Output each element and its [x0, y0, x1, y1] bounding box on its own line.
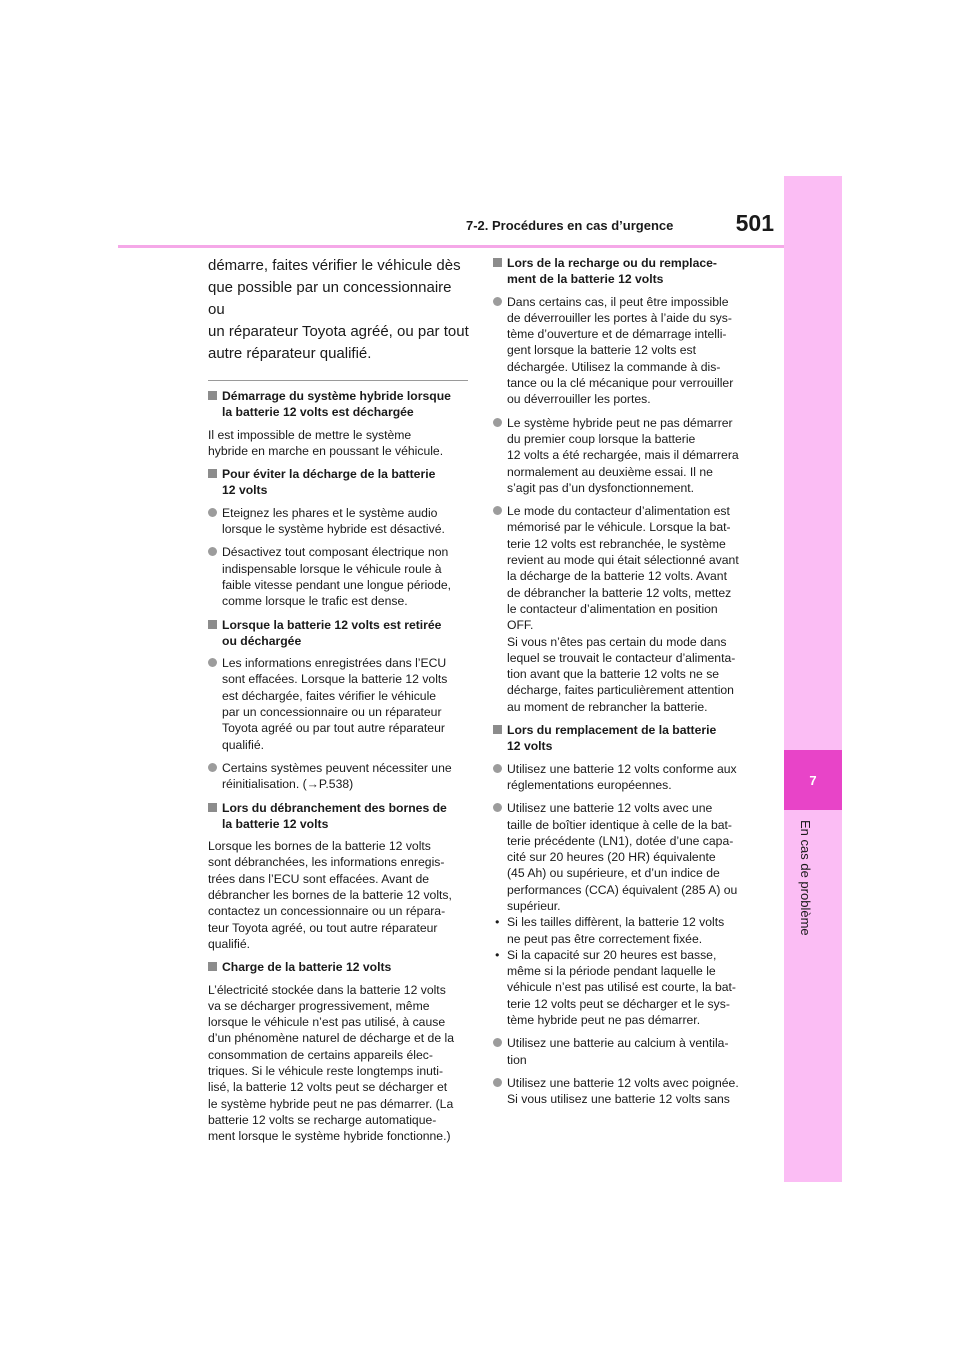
- right-column: [493, 255, 753, 1115]
- page-reference-link[interactable]: réinitialisation. (→P.538): [222, 777, 354, 792]
- paragraph: Lorsque les bornes de la batterie 12 volts sont débranchées, les informations enregis- trées dans l’ECU sont effacées. Avant de débrancher les bornes de la batterie 12 volts, contactez un concessionnaire ou un répara- teur Toyota agréé, ou tout autre réparateur qualifié.: [208, 839, 452, 951]
- bullet-item: Utilisez une batterie 12 volts conforme aux réglementations européennes.: [493, 761, 753, 794]
- section-heading: Lors du remplacement de la batterie 12 volts: [493, 722, 753, 755]
- bullet-item: Dans certains cas, il peut être impossible de déverrouiller les portes à l’aide du sys- tème d’ouverture et de démarrage intelli- gent lorsque la batterie 12 volts est déchargée. Utilisez la commande à dis- tance ou la clé mécanique pour verrouiller ou déverrouiller les portes.: [493, 294, 753, 408]
- bullet-item: Utilisez une batterie 12 volts avec une taille de boîtier identique à celle de la bat- terie précédente (LN1), dotée d’une capa- cité sur 20 heures (20 HR) équivalente (45 Ah) ou supérieure, et d’un indice de performances (CCA) équivalent (285 A) ou supérieur.: [493, 800, 753, 914]
- header-rule: [118, 245, 784, 248]
- bullet-item: Le mode du contacteur d’alimentation est mémorisé par le véhicule. Lorsque la bat- terie 12 volts est rebranchée, le système revient au mode qui était sélectionné avant la décharge de la batterie 12 volts. Avant de débrancher la batterie 12 volts, mettez le contacteur d’alimentation en position OFF. Si vous n’êtes pas certain du mode dans lequel se trouvait le contacteur d’alimenta- tion avant que la batterie 12 volts ne se décharge, faites particulièrement attention au moment de rebrancher la batterie.: [493, 503, 753, 715]
- paragraph: Il est impossible de mettre le système hybride en marche en poussant le véhicule.: [208, 427, 444, 458]
- bullet-dot-icon: [208, 658, 217, 667]
- section-divider: [208, 380, 468, 381]
- bullet-dot-icon: [208, 508, 217, 517]
- sub-bullet-icon: •: [495, 915, 500, 930]
- bullet-item: Désactivez tout composant électrique non indispensable lorsque le véhicule roule à faible vitesse pendant une longue période, comme lorsque le trafic est dense.: [208, 544, 468, 609]
- bullet-dot-icon: [493, 1038, 502, 1047]
- bullet-dot-icon: [493, 803, 502, 812]
- section-heading: Charge de la batterie 12 volts: [208, 959, 468, 975]
- bullet-dot-icon: [493, 506, 502, 515]
- chapter-side-tab: [784, 176, 842, 1182]
- chapter-number: 7: [784, 750, 842, 810]
- sub-list-item: • Si la capacité sur 20 heures est basse, même si la période pendant laquelle le véhicule n’est pas utilisé est courte, la bat- terie 12 volts peut se décharger et le sys- tème hybride peut ne pas démarrer.: [495, 947, 736, 1028]
- paragraph: L’électricité stockée dans la batterie 12 volts va se décharger progressivement, même lorsque le véhicule n’est pas utilisé, à cause d’un phénomène naturel de décharge et de la consommation de certains appareils élec- triques. Si le véhicule reste longtemps inuti- lisé, la batterie 12 volts peut se décharger et le système hybride peut ne pas démarrer. (La batterie 12 volts se recharge automatique- ment lorsque le système hybride fonctionne.): [208, 982, 454, 1144]
- bullet-item: Certains systèmes peuvent nécessiter une réinitialisation. (→P.538): [208, 760, 468, 793]
- bullet-dot-icon: [493, 764, 502, 773]
- bullet-dot-icon: [493, 297, 502, 306]
- bullet-item: Eteignez les phares et le système audio lorsque le système hybride est désactivé.: [208, 505, 468, 538]
- bullet-dot-icon: [493, 1078, 502, 1087]
- bullet-item: Utilisez une batterie au calcium à ventila- tion: [493, 1035, 753, 1068]
- section-title: 7-2. Procédures en cas d’urgence: [466, 218, 674, 233]
- page-number: 501: [735, 210, 774, 236]
- section-heading: Lorsque la batterie 12 volts est retirée ou déchargée: [208, 617, 468, 650]
- bullet-item: Le système hybride peut ne pas démarrer du premier coup lorsque la batterie 12 volts a été rechargée, mais il démarrera normalement au deuxième essai. Il ne s’agit pas d’un dysfonctionnement.: [493, 415, 753, 496]
- bullet-dot-icon: [208, 763, 217, 772]
- section-heading: Pour éviter la décharge de la batterie 12 volts: [208, 466, 468, 499]
- chapter-title: En cas de problème: [798, 820, 813, 936]
- section-heading: Lors de la recharge ou du remplace- ment de la batterie 12 volts: [493, 255, 753, 288]
- bullet-dot-icon: [493, 418, 502, 427]
- bullet-item: Utilisez une batterie 12 volts avec poignée. Si vous utilisez une batterie 12 volts sans: [493, 1075, 753, 1108]
- intro-paragraph: démarre, faites vérifier le véhicule dès que possible par un concessionnaire ou un réparateur Toyota agréé, ou par tout autre réparateur qualifié.: [208, 257, 469, 362]
- left-column: [208, 255, 468, 1151]
- section-heading: Lors du débranchement des bornes de la batterie 12 volts: [208, 800, 468, 833]
- bullet-item: Les informations enregistrées dans l’ECU sont effacées. Lorsque la batterie 12 volts est déchargée, faites vérifier le véhicule par un concessionnaire ou un réparateur Toyota agréé ou par tout autre réparateur qualifié.: [208, 655, 468, 753]
- bullet-dot-icon: [208, 547, 217, 556]
- section-heading: Démarrage du système hybride lorsque la batterie 12 volts est déchargée: [208, 388, 468, 421]
- sub-list-item: • Si les tailles diffèrent, la batterie 12 volts ne peut pas être correctement fixée.: [495, 915, 725, 946]
- sub-bullet-icon: •: [495, 947, 500, 962]
